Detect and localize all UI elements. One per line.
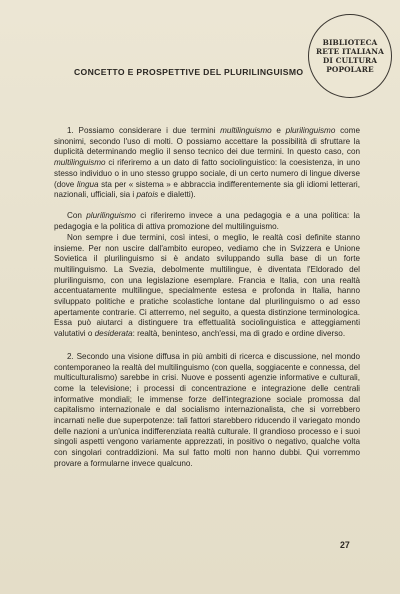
- italic-term: plurilinguismo: [86, 211, 136, 221]
- text-run: come sinonimi, secondo l'uso di molti. O possiamo accettare la possibilità di sfruttare la duplicità determinando meglio il senso tecnico dei due termini. In questo caso, con: [54, 126, 360, 157]
- italic-term: lingua: [76, 179, 99, 189]
- text-run: e: [271, 126, 286, 135]
- text-run: Non sempre i due termini, così intesi, o meglio, le realtà così definite stanno insieme. Per non uscire dall'ambito europeo, vediamo che in Svizzera e Unione Sovietica il plurilinguismo si è andato sviluppando sulla base di un forte multilinguismo. La Svezia, debolmente multilingue, è diventata l'Eldorado del plurilinguismo, con una legislazione esemplare. Francia e Italia, con una realtà accentuatamente multilingue, specialmente estesa e profonda in Italia, hanno sviluppato politiche e pratiche scolastiche lontane dal plurilinguismo o ad esso apertamente contrarie. Ci atterremo, nel seguito, a questa distinzione terminologica. Essa può aiutarci a distinguere tra effettualità sociolinguistica e atteggiamenti valutativi o: [54, 232, 360, 339]
- stamp-line: POPOLARE: [326, 65, 374, 75]
- italic-term: plurilinguismo: [285, 126, 336, 135]
- paragraph-1: [54, 126, 360, 201]
- text-run: sta per « sistema » e abbraccia indifferentemente sia gli idiomi letterari, nazionali, ufficiali, sia i: [54, 179, 360, 200]
- text-run: 2. Secondo una visione diffusa in più ambiti di ricerca e discussione, nel mondo contemporaneo la realtà del multilinguismo (con quella, soggiacente e connessa, del multiculturalismo) sarebbe in crisi. Nuove e possenti agenzie informative e culturali, come la televisione; i processi di concentrazione e integrazione delle centrali informative mondiali; le immense forze dell'integrazione sociale promossa dal capitalismo internazionale e dal socialismo internazionalista, che si vorrebbero incarnati nelle due superpotenze: tali fattori starebbero riducendo il variegato mondo delle nazioni a un'unica indifferenziata realtà culturale. Il grandioso processo e i suoi singoli aspetti vengono variamente apprezzati, in positivo o negativo, qualche volta con singolari contraddizioni. Ma sul fatto molti non hanno dubbi. Qui vorremmo provare a formularne invece qualcuno.: [54, 351, 360, 468]
- text-run: : realtà, beninteso, anch'essi, ma di grado e ordine diverso.: [132, 329, 346, 339]
- paragraph-4: [54, 352, 360, 470]
- text-run: ci riferiremo invece a una pedagogia e a una politica: la pedagogia e la politica di attiva promozione del multilinguismo.: [54, 211, 360, 232]
- chapter-heading: CONCETTO E PROSPETTIVE DEL PLURILINGUISMO: [74, 67, 304, 77]
- paragraph-2: [54, 211, 360, 232]
- italic-term: desiderata: [94, 329, 133, 339]
- text-run: Con: [67, 211, 87, 221]
- text-run: ci riferiremo a un dato di fatto sociolinguistico: la coesistenza, in uno stesso individuo o in uno stesso gruppo sociale, di un certo numero di lingue diverse (dove: [54, 158, 360, 189]
- text-run: e dialetti).: [158, 190, 196, 200]
- paragraph-3: [54, 233, 360, 340]
- stamp-line: BIBLIOTECA: [322, 37, 378, 47]
- text-run: 1. Possiamo considerare i due termini: [67, 126, 221, 135]
- body-text: [54, 126, 360, 470]
- italic-term: patois: [136, 190, 159, 200]
- italic-term: multilinguismo: [220, 126, 272, 135]
- library-stamp: [308, 14, 392, 98]
- stamp-line: RETE ITALIANA: [316, 46, 384, 56]
- italic-term: multilinguismo: [54, 158, 106, 168]
- stamp-line: DI CULTURA: [322, 56, 378, 65]
- page-number: 27: [340, 540, 350, 550]
